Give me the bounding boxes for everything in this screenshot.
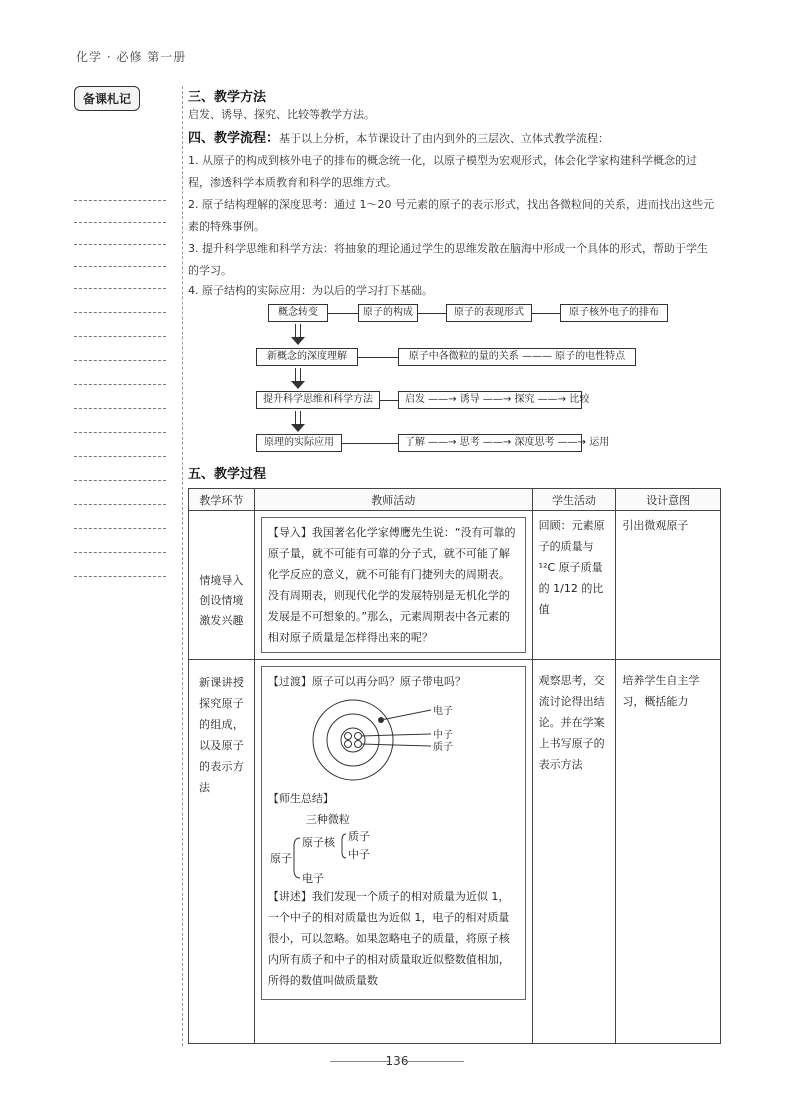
section-5-title: 五、教学过程 xyxy=(188,467,267,482)
margin-line xyxy=(74,552,166,553)
margin-line xyxy=(74,288,166,289)
margin-line xyxy=(74,408,166,409)
section-3-text: 启发、诱导、探究、比较等教学方法。 xyxy=(188,108,375,121)
teacher-text: 【导入】我国著名化学家傅鹰先生说：“没有可靠的原子量，就不可能有可靠的分子式，就不可能了解化学反应的意义，就不可能有门捷列夫的周期表。没有周期表，则现代化学的发展特别是无机化学的发展是不可想象的。”那么，元素周期表中各元素的相对原子质量是怎样得出来的呢？ xyxy=(261,517,526,653)
table-header: 教师活动 xyxy=(254,489,532,511)
flow-connector xyxy=(342,443,398,444)
teaching-process-table xyxy=(188,488,721,1044)
table-row xyxy=(189,511,721,660)
flow-step: 了解 xyxy=(405,437,425,448)
teacher-box xyxy=(261,666,526,1000)
section-4-item-1: 1. 从原子的构成到核外电子的排布的概念统一化，以原子模型为宏观形式，体会化学家构建科学概念的过程，渗透科学本质教育和科学的思维方式。 xyxy=(188,154,697,189)
flow-box: 概念转变 xyxy=(268,304,328,322)
tree-electron: 电子 xyxy=(301,872,324,885)
tree-neutron: 中子 xyxy=(347,848,370,861)
flow-step: 深度思考 xyxy=(514,437,555,448)
flow-connector xyxy=(418,313,446,314)
flow-box: 原理的实际应用 xyxy=(256,434,342,452)
flow-connector xyxy=(532,313,560,314)
atom-structure-tree xyxy=(270,830,390,886)
margin-line xyxy=(74,360,166,361)
section-3-title: 三、教学方法 xyxy=(188,90,267,105)
margin-divider xyxy=(182,86,183,1046)
teacher-cell xyxy=(254,660,532,1044)
table-header: 学生活动 xyxy=(532,489,616,511)
flow-connector xyxy=(358,357,398,358)
stage-cell: 新课讲授探究原子的组成，以及原子的表示方法 xyxy=(189,660,255,1044)
intent-cell: 引出微观原子 xyxy=(616,511,721,660)
table-header: 教学环节 xyxy=(189,489,255,511)
margin-line xyxy=(74,384,166,385)
flow-box: 提升科学思维和科学方法 xyxy=(256,391,380,409)
margin-line xyxy=(74,480,166,481)
student-cell: 观察思考，交流讨论得出结论。并在学案上书写原子的表示方法 xyxy=(532,660,616,1044)
page-number: 136 xyxy=(385,1054,409,1068)
margin-title: 备课札记 xyxy=(74,86,140,111)
table-header: 设计意图 xyxy=(616,489,721,511)
section-4-heading xyxy=(188,128,718,150)
margin-line xyxy=(74,528,166,529)
teacher-explanation: 【讲述】我们发现一个质子的相对质量为近似 1，一个中子的相对质量也为近似 1，电子的相对质量很小，可以忽略。如果忽略电子的质量，将原子核内所有质子和中子的相对质量取近似整数值相加，所得的数值叫做质量数 xyxy=(267,890,510,987)
flow-box: 新概念的深度理解 xyxy=(256,348,358,366)
teacher-cell xyxy=(254,511,532,660)
flow-step: 比较 xyxy=(569,394,590,405)
margin-line xyxy=(74,504,166,505)
table-row xyxy=(189,660,721,1044)
margin-line xyxy=(74,576,166,577)
margin-line xyxy=(74,312,166,313)
teacher-question: 【过渡】原子可以再分吗？原子带电吗？ xyxy=(267,675,466,688)
table-header-row xyxy=(189,489,721,511)
flow-box: 启发 ——→ 诱导 ——→ 探究 ——→ 比较 xyxy=(398,391,582,409)
margin-line xyxy=(74,456,166,457)
flow-connector xyxy=(328,313,358,314)
section-4-item-3: 3. 提升科学思维和科学方法：将抽象的理论通过学生的思维发散在脑海中形成一个具体的形式，帮助于学生的学习。 xyxy=(188,242,708,277)
margin-line xyxy=(74,200,166,201)
section-4-item-2: 2. 原子结构理解的深度思考：通过 1～20 号元素的原子的表示形式，找出各微粒间的关系，进而找出这些元素的特殊事例。 xyxy=(188,198,714,233)
margin-line xyxy=(74,222,166,223)
flow-box: 原子的表现形式 xyxy=(446,304,532,322)
running-header: 化学 · 必修 第一册 xyxy=(76,50,187,64)
flow-box: 原子中各微粒的量的关系 ——— 原子的电性特点 xyxy=(398,348,636,366)
flow-step: 运用 xyxy=(589,437,610,448)
margin-notes xyxy=(74,86,170,111)
student-cell: 回顾：元素原子的质量与 ¹²C 原子质量的 1/12 的比值 xyxy=(532,511,616,660)
flow-step: 启发 xyxy=(405,394,425,405)
neutron-label: 中子 xyxy=(433,730,454,741)
flow-step: 诱导 xyxy=(459,394,480,405)
flow-step: 思考 xyxy=(459,437,480,448)
flow-box: 了解 ——→ 思考 ——→ 深度思考 ——→ 运用 xyxy=(398,434,582,452)
margin-line xyxy=(74,266,166,267)
stage-cell: 情境导入创设情境激发兴趣 xyxy=(189,511,255,660)
electron-label: 电子 xyxy=(433,706,454,717)
tree-proton: 质子 xyxy=(347,830,370,843)
section-4-intro: 基于以上分析，本节课设计了由内到外的三层次、立体式教学流程： xyxy=(279,132,610,145)
intent-cell: 培养学生自主学习，概括能力 xyxy=(616,660,721,1044)
flow-connector xyxy=(380,400,398,401)
proton-label: 质子 xyxy=(433,742,454,753)
tree-nucleus: 原子核 xyxy=(301,836,335,849)
margin-line xyxy=(74,336,166,337)
flow-step: 探究 xyxy=(514,394,535,405)
footer-rule xyxy=(404,1061,464,1062)
tree-root: 原子 xyxy=(269,852,292,865)
flow-box: 原子的构成 xyxy=(358,304,418,322)
summary-sub: 三种微粒 xyxy=(305,813,350,826)
section-4-item-4: 4. 原子结构的实际应用：为以后的学习打下基础。 xyxy=(188,284,433,297)
section-4-title: 四、教学流程： xyxy=(188,131,280,146)
flow-box: 原子核外电子的排布 xyxy=(560,304,668,322)
atom-diagram xyxy=(283,694,503,786)
margin-line xyxy=(74,244,166,245)
margin-line xyxy=(74,432,166,433)
summary-title: 【师生总结】 xyxy=(267,792,334,805)
